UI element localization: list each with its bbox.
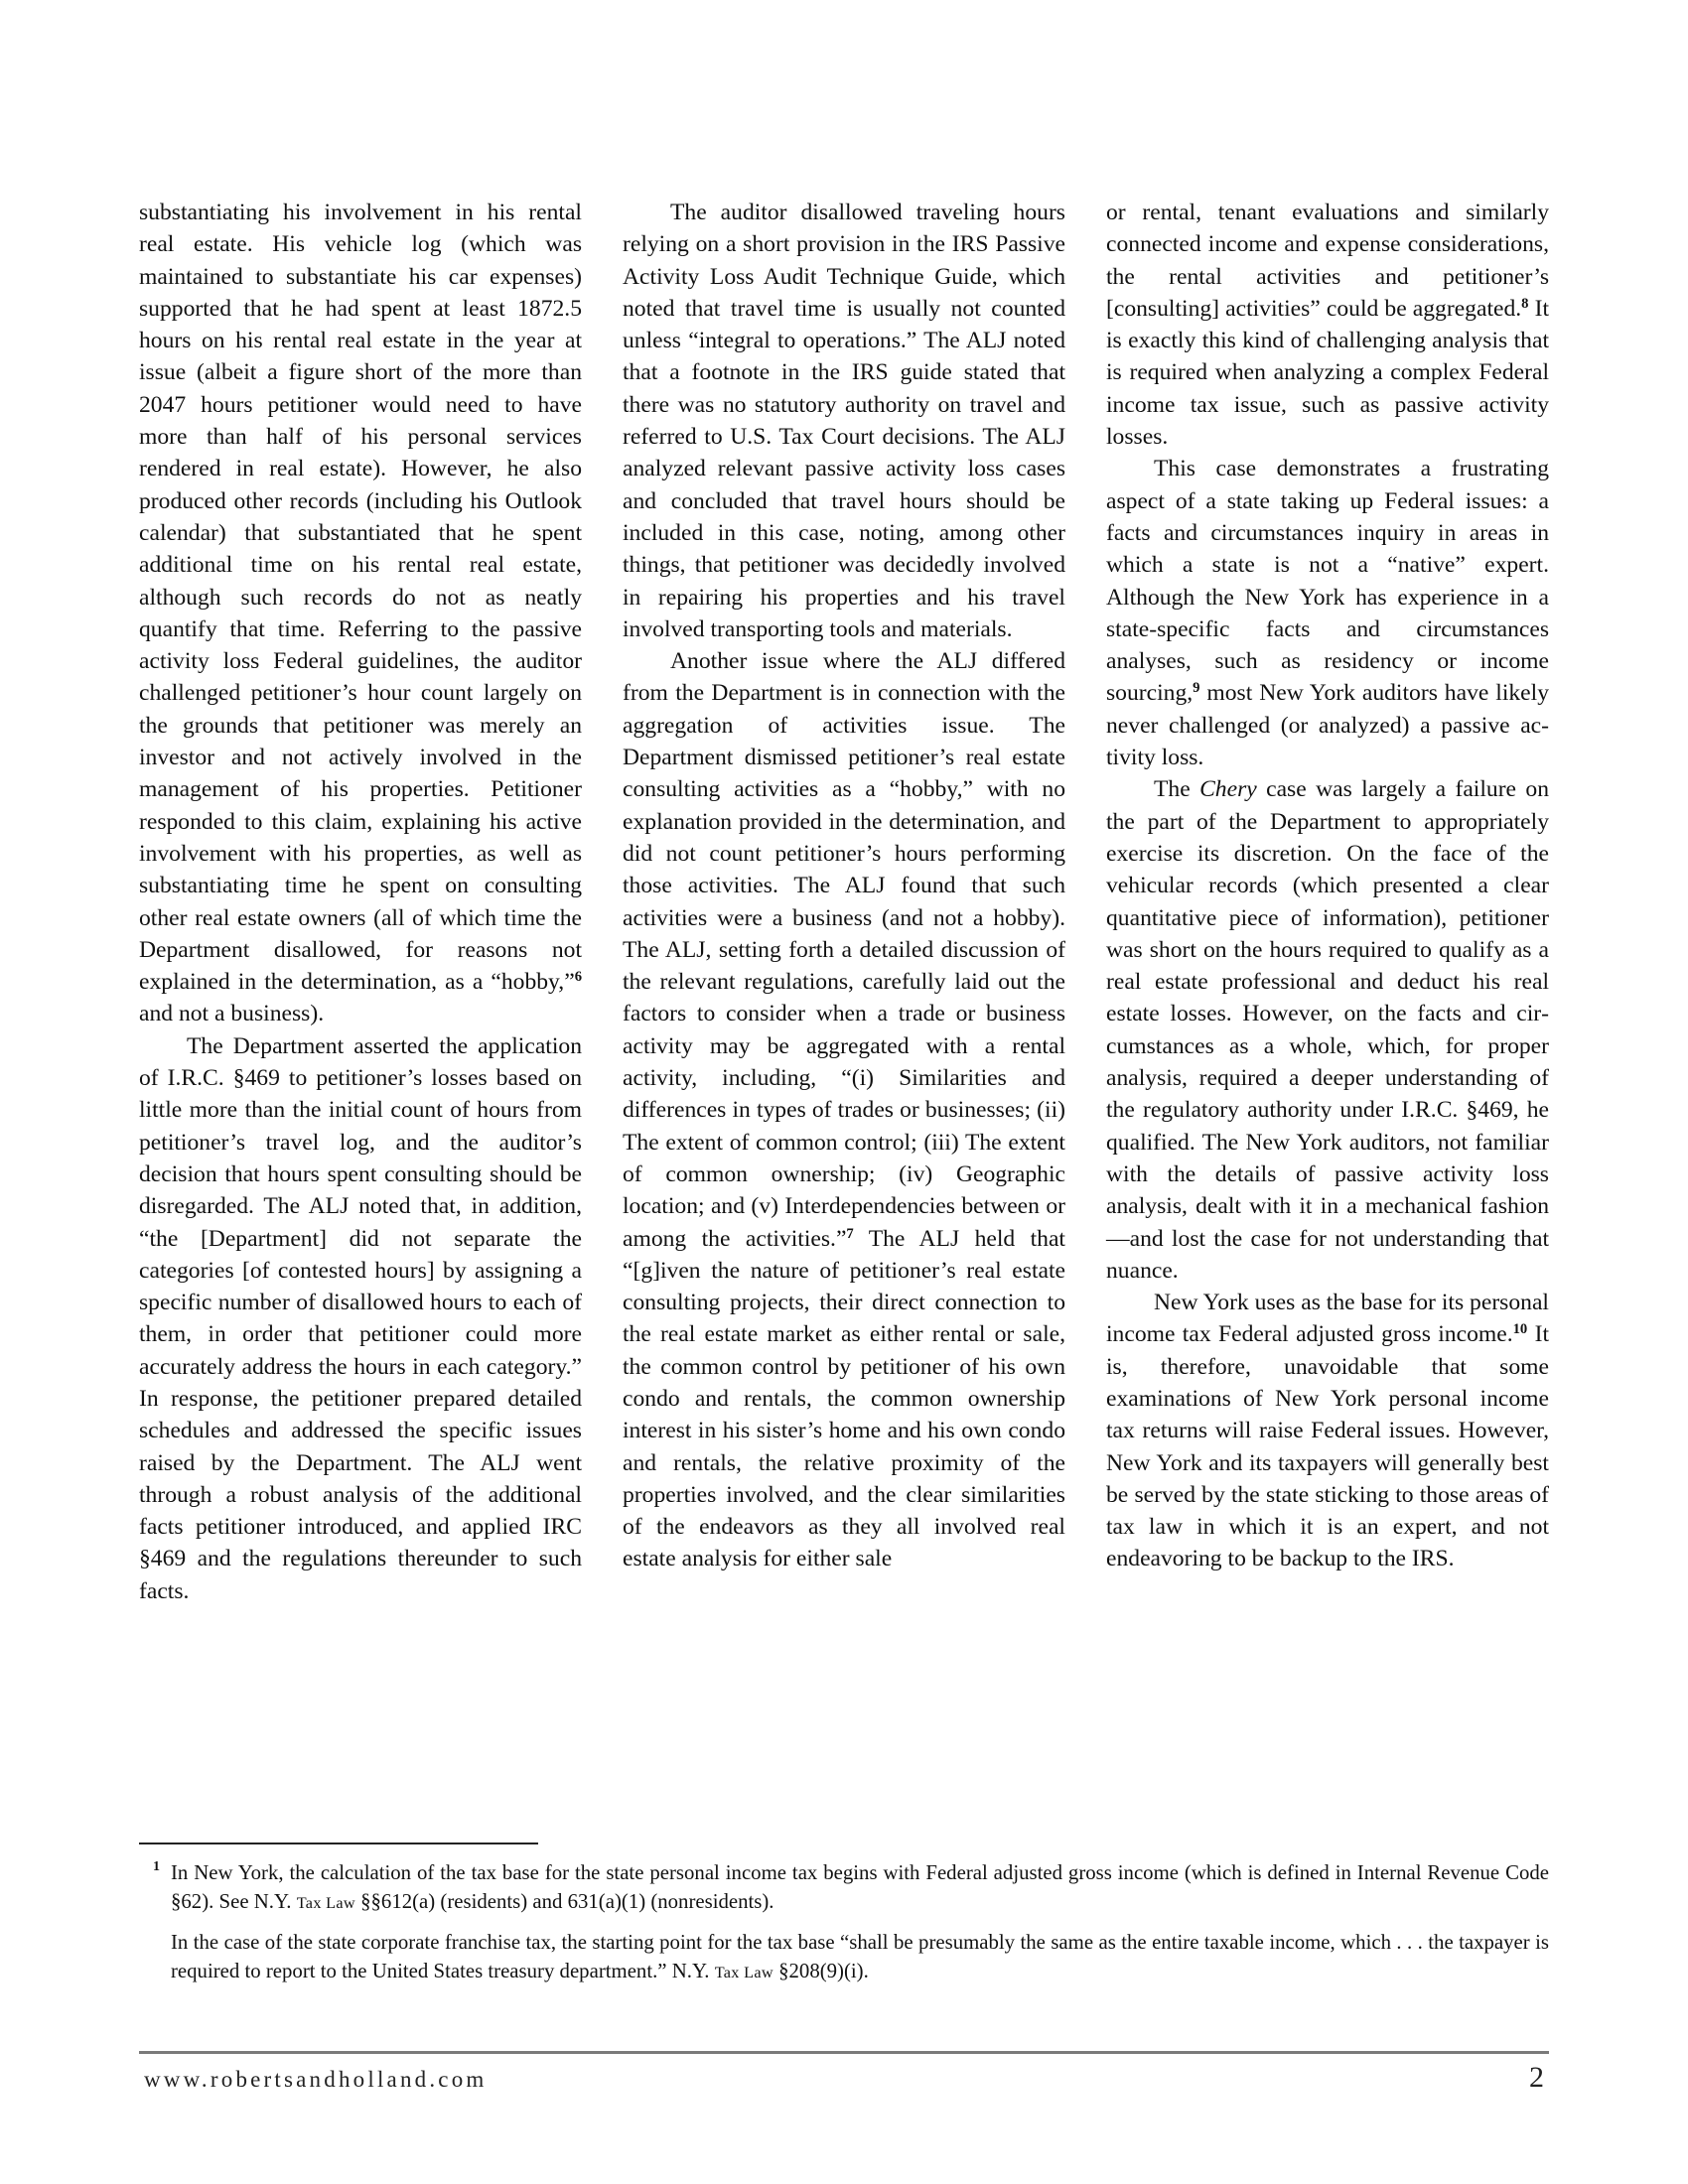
footnote-divider [139,1843,538,1844]
footnote-number: 1 [153,1859,160,1874]
footnote-ref[interactable]: 7 [846,1225,854,1242]
paragraph: New York uses as the base for its personal income tax Federal adjusted gross income.$^{10}$ It is, therefore, unavoidable that some examinations of New York personal income tax returns will raise Federal issues. However, New York and its taxpayers will generally best be served by the state sticking to those areas of tax law in which it is an expert, and not endeavoring to be backup to the IRS. [1106,1290,1550,1572]
column-2 [623,197,1065,1575]
case-name: Chery [1199,776,1257,803]
article-body [139,197,1549,1795]
paragraph: The Chery case was largely a failure on the part of the Department to appropriately exercise its discretion. On the face of the vehicular records (which presented a clear quantitative piece of information), petitioner was short on the hours required to qualify as a real estate professional and deduct his real estate losses. However, on the facts and circumstances as a whole, which, for proper analysis, required a deeper understanding of the regulatory authority under I.R.C. §469, he qualified. The New York auditors, not familiar with the details of passive activity loss analysis, dealt with it in a mechanical fashion—and lost the case for not understanding that nuance. [1106,776,1549,1284]
paragraph: Another issue where the ALJ differed from the Department is in connection with the aggregation of activities issue. The Department dismissed petitioner’s real estate consulting activities as a “hobby,” with no explanation provided in the determination, and did not count petitioner’s hours performing those activities. The ALJ found that such activities were a business (and not a hobby). The ALJ, setting forth a detailed discussion of the relevant regulations, carefully laid out the factors to consider when a trade or business activity may be aggregated with a rental activity, including, “(i) Similarities and differences in types of trades or businesses; (ii) The extent of common control; (iii) The extent of common ownership; (iv) Geographic location; and (v) Interdependencies between or among the activities.”$^7$ The ALJ held that “[g]iven the nature of petitioner’s real estate consulting projects, their direct connection to the real estate market as either rental or sale, the common control by petitioner of his own condo and rentals, the common ownership interest in his sister’s home and his own condo and rentals, the relative proximity of the properties involved, and the clear similarities of the endeavors as they all involved real estate analysis for either sale [623,648,1065,1572]
footer-website-link[interactable]: www.robertsandholland.com [144,2067,488,2092]
paragraph: or rental, tenant evaluations and similarly connected income and expense considerations, the rental activities and petitioner’s [consulting] activities” could be aggregated.$^8$ It is exactly this kind of challenging analysis that is required when analyzing a complex Federal income tax issue, such as passive activity losses. [1106,200,1550,451]
paragraph: substantiating his involvement in his rental real estate. His vehicle log (which was maintained to substantiate his car expenses) supported that he had spent at least 1872.5 hours on his rental real estate in the year at issue (albeit a figure short of the more than 2047 hours petitioner would need to have more than half of his personal services rendered in real estate). However, he also produced other records (including his Outlook calendar) that substantiated that he spent additional time on his rental real estate, although such records do not as neatly quantify that time. Referring to the passive activity loss Federal guidelines, the auditor challenged petitioner’s hour count largely on the grounds that petitioner was merely an investor and not actively involved in the management of his properties. Petitioner responded to this claim, explaining his active involvement with his properties, as well as substantiating time he spent on consulting other real estate owners (all of which time the Department disallowed, for reasons not explained in the determination, as a “hobby,”$^6$ and not a business). [139,200,582,1027]
footnotes [139,1858,1549,1987]
footnote-ref[interactable]: 8 [1521,295,1529,312]
footnote-ref[interactable]: 6 [574,969,582,986]
column-3 [1106,197,1549,1575]
paragraph: This case demonstrates a frustrating aspect of a state taking up Federal issues: a facts and circumstances inquiry in areas in which a state is not a “native” expert. Although the New York has experience in a state-specific facts and circumstances analyses, such as residency or income sourcing,$^9$ most New York auditors have likely never challenged (or analyzed) a passive activity loss. [1106,456,1549,771]
paragraph: The auditor disallowed traveling hours relying on a short provision in the IRS Passive Activity Loss Audit Technique Guide, which noted that travel time is usually not counted unless “integral to operations.” The ALJ noted that a footnote in the IRS guide stated that there was no statutory authority on travel and referred to U.S. Tax Court decisions. The ALJ analyzed relevant passive activity loss cases and concluded that travel hours should be included in this case, noting, among other things, that petitioner was decidedly involved in repairing his properties and his travel involved transporting tools and materials. [623,200,1065,642]
footnote-ref[interactable]: 10 [1512,1321,1528,1338]
footnote-1-continued: In the case of the state corporate franchise tax, the starting point for the tax base “shall be presumably the same as the entire taxable income, which . . . the taxpayer is required to report to the United States treasury department.” N.Y. Tax Law §208(9)(i). [171,1931,1549,1982]
column-1 [139,197,582,1607]
footer-divider [139,2051,1549,2054]
footnote-ref[interactable]: 9 [1193,680,1200,697]
page-number: 2 [1529,2061,1544,2094]
paragraph: The Department asserted the application of I.R.C. §469 to petitioner’s losses based on little more than the initial count of hours from petitioner’s travel log, and the auditor’s decision that hours spent consulting should be disregarded. The ALJ noted that, in addition, “the [Department] did not separate the categories [of contested hours] by assigning a specific number of disallowed hours to each of them, in order that petitioner could more accurately address the hours in each category.” In response, the petitioner prepared detailed schedules and addressed the specific issues raised by the Department. The ALJ went through a robust analysis of the additional facts petitioner introduced, and applied IRC §469 and the regulations thereunder to such facts. [139,1032,582,1604]
footnote-1: 1 In New York, the calculation of the tax base for the state personal income tax begins with Federal adjusted gross income (which is defined in Internal Revenue Code §62). See N.Y. Tax Law §§612(a) (residents) and 631(a)(1) (nonresidents). [153,1859,1549,1913]
